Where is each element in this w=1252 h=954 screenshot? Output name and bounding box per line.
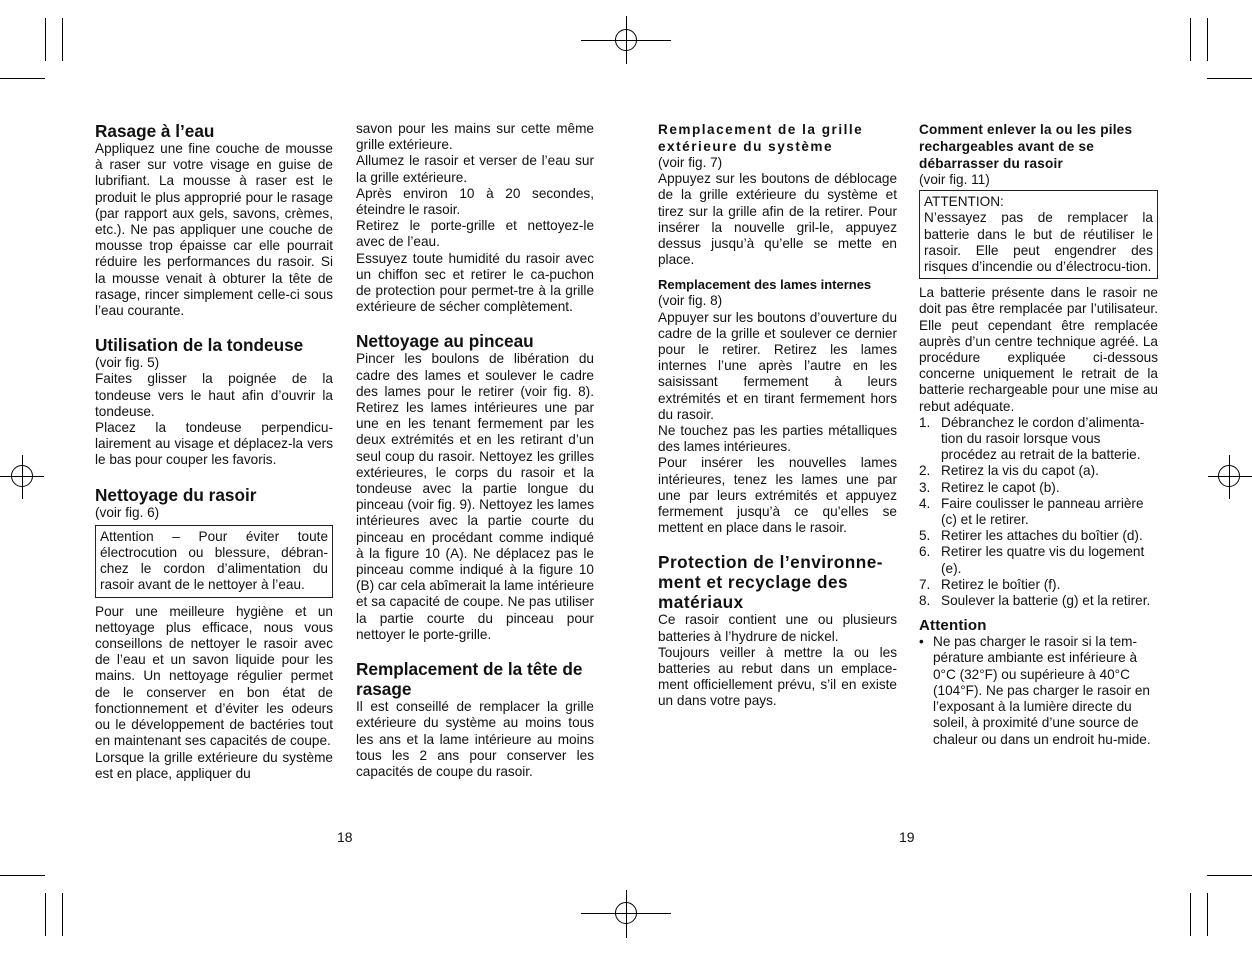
paragraph-grille: Appuyez sur les boutons de déblocage de la grille extérieure du système et tirez sur la grille afin de la retirer. Pour insérer la nouvelle gril-le, appuyez dessus jusqu’à qu’elle se mette en place.	[658, 171, 897, 268]
list-item: 4. Faire coulisser le panneau arrière (c) et le retirer.	[919, 495, 1144, 528]
paragraph-pinceau: Pincer les boulons de libération du cadre des lames et soulever le cadre des lames pour le retirer (voir fig. 8). Retirez les lames intérieures une par une en les tenant fermement par les deux extrémités et en les retirant d’un seul coup du rasoir. Nettoyez les grilles extérieures, le corps du rasoir et la tondeuse avec la partie longue du pinceau (voir fig. 9). Nettoyez les lames intérieures avec la partie courte du pinceau en procédant comme indiqué à la figure 10 (A). Ne déplacez pas le pinceau comme indiqué à la figure 10 (B) car cela abîmerait la lame intérieure et sa capacité de coupe. Ne pas utiliser la partie courte du pinceau pour nettoyer le porte-grille.	[356, 351, 594, 642]
paragraph-rasage-eau: Appliquez une fine couche de mousse à raser sur votre visage en guise de lubrifiant. La mousse à raser est le produit le plus approprié pour le rasage (par rapport aux gels, savons, crèmes, etc.). Ne pas appliquer une couche de mousse trop épaisse car elle pourrait réduire les performances du rasoir. Si la mousse venait à obturer la tête de rasage, rincer simplement celle-ci sous l’eau courante.	[95, 141, 333, 319]
paragraph-cont-2: Allumez le rasoir et verser de l’eau sur la grille extérieure.	[356, 153, 594, 185]
paragraph-tondeuse-1: Faites glisser la poignée de la tondeuse vers le haut afin d’ouvrir la tondeuse.	[95, 371, 333, 419]
attention-title: ATTENTION:	[924, 194, 1004, 210]
figure-ref: (voir fig. 6)	[95, 504, 160, 520]
paragraph-tete-rasage: Il est conseillé de remplacer la grille extérieure du système au moins tous les ans et la lame intérieure au moins tous les 2 ans pour conserver les capacités de coupe du rasoir.	[356, 699, 594, 779]
list-item: 7. Retirez le boîtier (f).	[919, 576, 1061, 592]
paragraph-lames-3: Pour insérer les nouvelles lames intérieures, tenez les lames une par une par leurs extrémités et appuyez fermement jusqu’à ce qu’elles se mettent en place dans le rasoir.	[658, 455, 897, 536]
column-4	[919, 121, 1158, 748]
column-1	[95, 121, 333, 782]
attention-box	[95, 525, 333, 598]
column-2	[356, 121, 594, 780]
list-item: • Ne pas charger le rasoir si la tem-pérature ambiante est inférieure à 0°C (32°F) ou supérieure à 40°C (104°F). Ne pas charger le rasoir en l’exposant à la lumière directe du soleil, à proximité d’une source de chaleur ou dans un endroit hu-mide.	[919, 634, 1151, 747]
paragraph-cont-3: Après environ 10 à 20 secondes, éteindre le rasoir.	[356, 185, 594, 218]
attention-box	[919, 190, 1158, 279]
list-item: 5. Retirer les attaches du boîtier (d).	[919, 528, 1143, 544]
heading-lames: Remplacement des lames internes	[658, 277, 872, 293]
list-item: 6. Retirer les quatre vis du logement (e).	[919, 544, 1145, 576]
figure-ref: (voir fig. 5)	[95, 355, 160, 371]
page-number-left: 18	[337, 829, 353, 845]
heading-piles: Comment enlever la ou les piles rechargeables avant de se débarrasser du rasoir	[919, 122, 1133, 171]
heading-pinceau: Nettoyage au pinceau	[356, 331, 534, 352]
heading-rasage-eau: Rasage à l’eau	[95, 121, 215, 141]
paragraph-cont-4: Retirez le porte-grille et nettoyez-le avec de l’eau.	[356, 218, 594, 250]
figure-ref: (voir fig. 11)	[919, 172, 990, 187]
figure-ref: (voir fig. 8)	[658, 293, 723, 309]
heading-grille: Remplacement de la grille extérieure du système	[658, 122, 864, 154]
paragraph-nettoyage-2: Lorsque la grille extérieure du système est en place, appliquer du	[95, 749, 333, 781]
heading-tete-rasage: Remplacement de la tête de rasage	[356, 659, 583, 700]
attention-list	[919, 634, 1158, 747]
paragraph-protection-2: Toujours veiller à mettre la ou les batteries au rebut dans un emplace-ment officiellement prévu, s’il en existe un dans votre pays.	[658, 644, 897, 709]
steps-list	[919, 415, 1158, 609]
column-3	[658, 121, 897, 710]
page-number-right: 19	[899, 829, 915, 845]
attention-text: Attention – Pour éviter toute électrocution ou blessure, débran-chez le cordon d’alimentation du rasoir avant de le nettoyer à l’eau.	[100, 528, 328, 593]
heading-nettoyage: Nettoyage du rasoir	[95, 484, 257, 505]
list-item: 2. Retirez la vis du capot (a).	[919, 463, 1099, 479]
list-item: 3. Retirez le capot (b).	[919, 479, 1060, 495]
heading-protection: Protection de l’environne-ment et recyclage des matériaux	[658, 552, 884, 613]
paragraph-cont-5: Essuyez toute humidité du rasoir avec un chiffon sec et retirer le ca-puchon de protection pour permet-tre à la grille extérieure de sécher complètement.	[356, 250, 594, 315]
paragraph-tondeuse-2: Placez la tondeuse perpendicu-lairement au visage et déplacez-la vers le bas pour couper les favoris.	[95, 420, 333, 468]
paragraph-lames-1: Appuyer sur les boutons d’ouverture du cadre de la grille et soulever ce dernier pour le retirer. Retirez les lames internes l’une après l’autre en les saisissant fermement à leurs extrémités et en tirant fermement hors du rasoir.	[658, 309, 897, 422]
paragraph-nettoyage-1: Pour une meilleure hygiène et un nettoyage plus efficace, nous vous conseillons de nettoyer le rasoir avec de l’eau et un savon liquide pour les mains. Un nettoyage régulier permet de le conserver en bon état de fonctionnement et d’éviter les odeurs ou le développement de bactéries tout en maintenant ses capacités de coupe.	[95, 603, 333, 749]
paragraph-batterie: La batterie présente dans le rasoir ne doit pas être remplacée par l’utilisateur. Elle peut cependant être remplacée auprès d’un centre technique agréé. La procédure expliquée ci-dessous concerne uniquement le retrait de la batterie rechargeable pour une mise au rebut adéquate.	[919, 285, 1158, 414]
paragraph-protection-1: Ce rasoir contient une ou plusieurs batteries à l’hydrure de nickel.	[658, 612, 897, 644]
list-item: 1. Débranchez le cordon d’alimenta-tion du rasoir lorsque vous procédez au retrait de la batterie.	[919, 414, 1145, 463]
list-item: 8. Soulever la batterie (g) et la retirer.	[919, 593, 1151, 609]
paragraph-cont-1: savon pour les mains sur cette même grille extérieure.	[356, 121, 594, 153]
paragraph-lames-2: Ne touchez pas les parties métalliques des lames intérieures.	[658, 423, 897, 455]
attention-text: N’essayez pas de remplacer la batterie dans le but de réutiliser le rasoir. Elle peut engendrer des risques d’incendie ou d’électrocu-tion.	[924, 210, 1153, 275]
heading-tondeuse: Utilisation de la tondeuse	[95, 335, 304, 356]
heading-attention: Attention	[919, 617, 987, 635]
figure-ref: (voir fig. 7)	[658, 155, 723, 170]
